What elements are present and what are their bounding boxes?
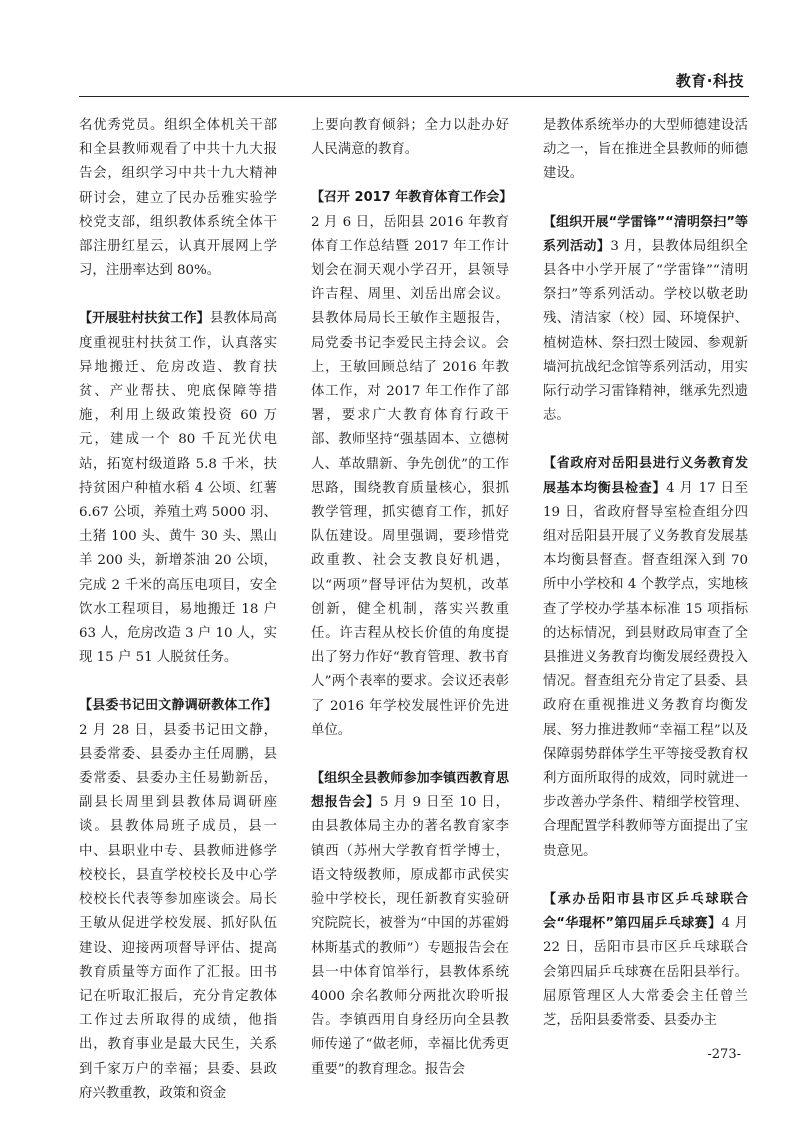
paragraph — [311, 114, 509, 162]
paragraph — [311, 186, 513, 743]
paragraph-text: 4 月 17 日至 19 日，省政府督导室检查组分四组对岳阳县开展了义务教育发展基本均衡县督查。督查组深入到 70 所中小学校和 4 个教学点，实地核查了学校办学基本标准 15 项指标的达标情况，到县财政局审查了全县推进义务教育均衡发展经费投入情况。督查组充分肯定了县委、县政府在重视推进义务教育均衡发展、努力推进教师“幸福工程”以及保障弱势群体学生平等接受教育权利方面所取得的成效，同时就进一步改善办学条件、精细学校管理、合理配置学科教师等方面提出了宝贵意见。 — [543, 480, 748, 859]
column-1 — [79, 114, 277, 1130]
paragraph-text: 3 月，县教体局组织全县各中小学开展了“学雷锋”“清明祭扫”等系列活动。学校以敬老助残、清洁家（校）园、环境保护、植树造林、祭扫烈士陵园、参观新墙河抗战纪念馆等系列活动，用实际行动学习雷锋精神，继承先烈遗志。 — [543, 238, 748, 424]
paragraph-text: 是教体系统举办的大型师德建设活动之一，旨在推进全县教师的师德建设。 — [543, 118, 748, 182]
article-heading: 【开展驻村扶贫工作】 — [79, 311, 210, 327]
article-heading: 【承办岳阳市县市区乒乓球联合会“华琨杯”第四届乒乓球赛】 — [543, 891, 748, 932]
paragraph — [543, 452, 748, 863]
paragraph — [311, 767, 509, 1082]
paragraph — [79, 114, 277, 283]
paragraph — [543, 114, 748, 187]
paragraph-text: 上要向教育倾斜；全力以赴办好人民满意的教育。 — [311, 118, 509, 158]
paragraph — [543, 211, 748, 429]
section-title: 教育·科技 — [675, 72, 744, 90]
article-continuation — [311, 114, 509, 162]
paragraph-text: 2 月 6 日，岳阳县 2016 年教育体育工作总结暨 2017 年工作计划会在洞天观小学召开，县领导许吉程、周里、刘岳出席会议。县教体局局长王敏作主题报告，局党委书记李爱民主持会议。会上，王敏回顾总结了 2016 年教体工作，对 2017 年工作作了部署，要求广大教育体育行政干部、教师坚持“强基固本、立德树人、革故鼎新、争先创优”的工作思路，围绕教育质量核心，狠抓教学管理，抓实德育工作，抓好队伍建设。周里强调，要珍惜党政重教、社会支教良好机遇，以“两项”督导评估为契机，改革创新，健全机制，落实兴教重任。许吉程从校长价值的角度提出了努力作好“教育管理、教书育人”两个表率的要求。会议还表彰了 2016 年学校发展性评价先进单位。 — [311, 214, 509, 738]
column-2 — [311, 114, 513, 1106]
article-secretary-visit — [79, 694, 277, 1105]
article-lizhenxi-report — [311, 767, 509, 1082]
article-leifeng-activities — [543, 211, 748, 429]
article-heading: 【省政府对岳阳县进行义务教育发展基本均衡县检查】 — [543, 456, 748, 496]
article-continuation — [543, 114, 748, 187]
article-pingpong-tournament — [543, 888, 748, 1033]
paragraph-text: 名优秀党员。组织全体机关干部和全县教师观看了中共十九大报告会，组织学习中共十九大精神研讨会，建立了民办岳雅实验学校党支部，组织教体系统全体干部注册红星云，认真开展网上学习，注册率达到 80%。 — [79, 118, 277, 279]
article-heading: 【召开 2017 年教育体育工作会】 — [311, 190, 513, 206]
page-header — [0, 66, 793, 96]
paragraph — [543, 888, 748, 1033]
column-3 — [543, 114, 748, 1057]
article-balance-inspection — [543, 452, 748, 863]
paragraph — [79, 307, 277, 670]
paragraph-text: 4 月 22 日，岳阳市县市区乒乓球联合会第四届乒乓球赛在岳阳县举行。屈原管理区人大常委会主任曾兰芝，岳阳县委常委、县委办主 — [543, 916, 749, 1028]
paragraph-text: 5 月 9 日至 10 日，由县教体局主办的著名教育家李镇西（苏州大学教育哲学博士，语文特级教师，原成都市武侯实验中学校长，现任新教育实验研究院院长，被誉为“中国的苏霍姆林斯基式的教师”）专题报告会在县一中体育馆举行，县教体系统 4000 余名教师分两批次聆听报告。李镇西用自身经历向全县教师传递了“做老师，幸福比优秀更重要”的教育理念。报告会 — [311, 795, 509, 1077]
header-rule — [79, 96, 749, 97]
article-continuation — [79, 114, 277, 283]
article-education-conference — [311, 186, 513, 743]
article-heading: 【县委书记田文静调研教体工作】 — [79, 698, 277, 714]
article-poverty-relief — [79, 307, 277, 670]
paragraph — [79, 694, 277, 1105]
article-heading: 【组织全县教师参加李镇西教育思想报告会】 — [311, 771, 509, 811]
page-number: -273- — [707, 1047, 741, 1062]
paragraph-text: 县教体局高度重视驻村扶贫工作，认真落实异地搬迁、危房改造、教育扶贫、产业帮扶、兜底保障等措施，利用上级政策投资 60 万元，建成一个 80 千瓦光伏电站，拓宽村级道路 5.8 千米，扶持贫困户种植水稻 4 公顷、红薯 6.67 公顷，养殖土鸡 5000 羽、土猪 100 头、黄牛 30 头、黑山羊 200 头，新增茶油 20 公顷，完成 2 千米的高压电项目，安全饮水工程项目，易地搬迁 18 户 63 人，危房改造 3 户 10 人，实现 15 户 51 人脱贫任务。 — [79, 311, 277, 666]
article-heading: 【组织开展“学雷锋”“清明祭扫”等系列活动】 — [543, 214, 748, 254]
paragraph-text: 2 月 28 日，县委书记田文静，县委常委、县委办主任周鹏，县委常委、县委办主任易勤新岳，副县长周里到县教体局调研座谈。县教体局班子成员，县一中、县职业中专、县教师进修学校校长，县直学校校长及中心学校校长代表等参加座谈会。局长王敏从促进学校发展、抓好队伍建设、迎接两项督导评估、提高教育质量等方面作了汇报。田书记在听取汇报后，充分肯定教体工作过去所取得的成绩，他指出，教育事业是最大民生，关系到千家万户的幸福；县委、县政府兴教重教，政策和资金 — [79, 722, 277, 1101]
